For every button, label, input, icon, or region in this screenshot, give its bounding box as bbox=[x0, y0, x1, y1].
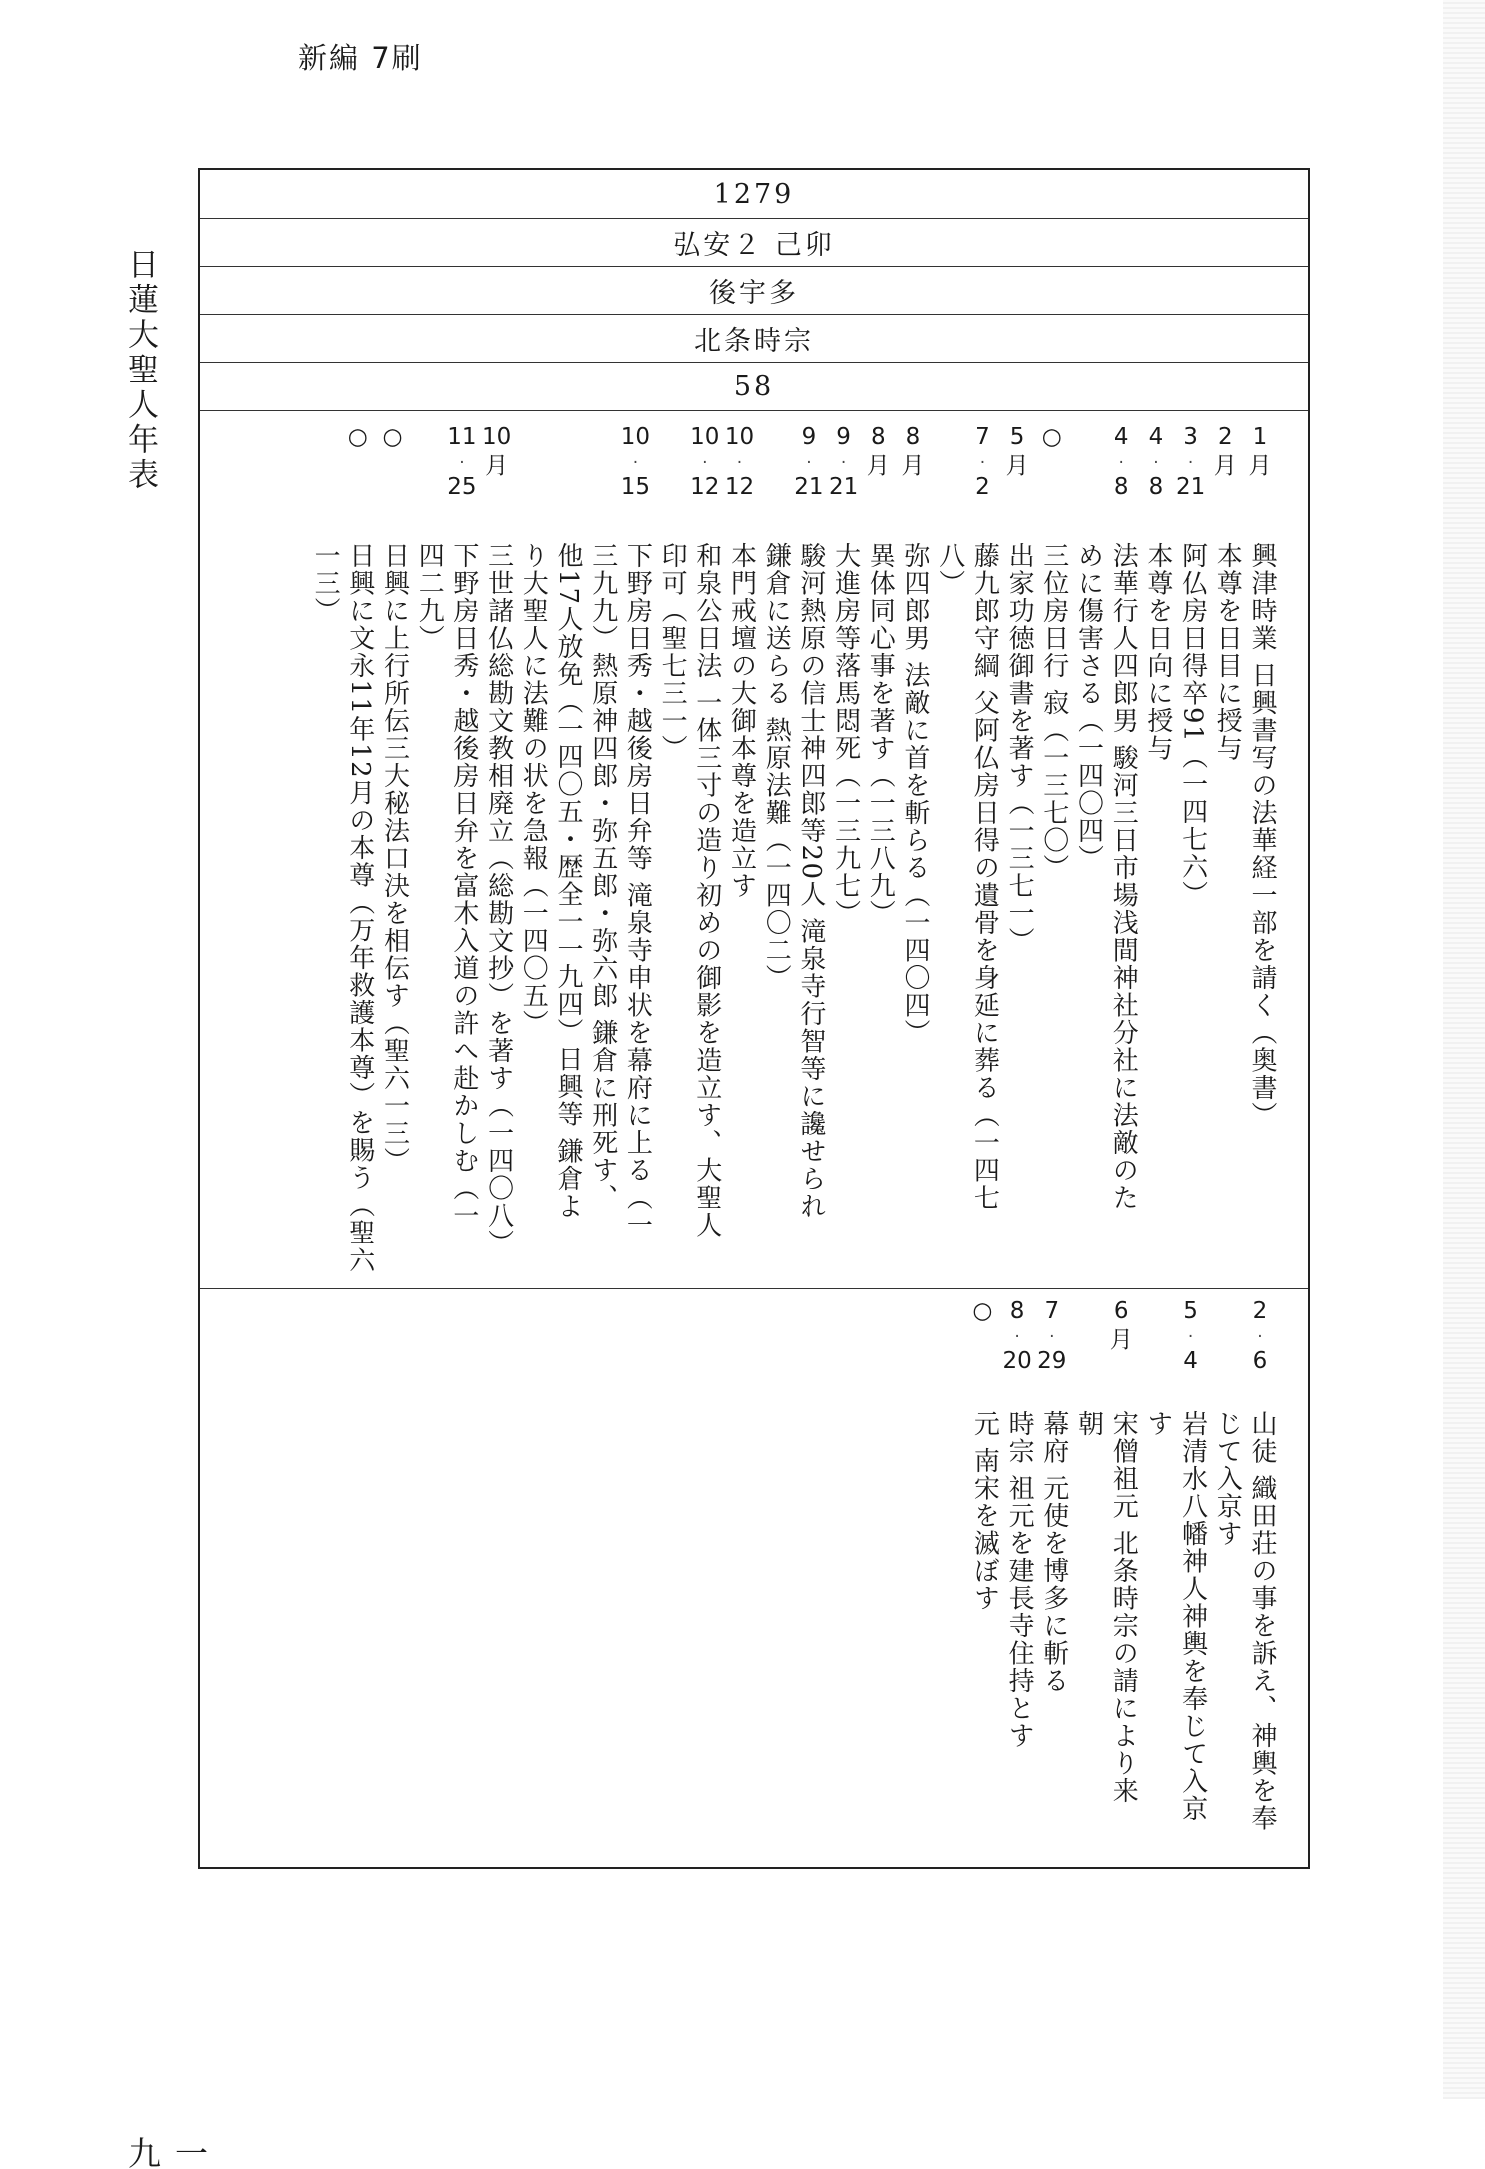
world_entries-text: 朝 bbox=[1073, 1410, 1104, 1438]
world_entries-date bbox=[962, 1300, 1002, 1329]
world_entries-date-part: 5 bbox=[1183, 1298, 1198, 1324]
side-title: 日蓮大聖人年表 bbox=[122, 248, 158, 493]
daishonin_entries-text: 三九九）熱原神四郎・弥五郎・弥六郎 鎌倉に刑死す、 bbox=[587, 542, 618, 1212]
daishonin_entries-text: 弥四郎男 法敵に首を斬らる（一四〇四） bbox=[900, 542, 930, 1047]
daishonin_entries-date-part: · bbox=[736, 453, 743, 473]
daishonin_entries-date-part: · bbox=[979, 453, 986, 473]
daishonin_entries-date bbox=[720, 426, 760, 505]
daishonin_entries-date bbox=[338, 426, 378, 455]
western-year: 1279 bbox=[713, 178, 795, 210]
world_entries-date-part: 4 bbox=[1183, 1348, 1198, 1374]
chronology-table bbox=[198, 168, 1310, 1869]
daishonin_entries-date-part: 月 bbox=[1005, 453, 1029, 479]
daishonin_entries-text: 大進房等落馬悶死（一三九七） bbox=[830, 542, 861, 927]
western-year-row bbox=[200, 170, 1308, 219]
daishonin_entries-date-part: 5 bbox=[1009, 424, 1025, 450]
daishonin_entries-text: 一三） bbox=[310, 542, 341, 625]
daishonin_entries-text: 三位房日行 寂（一三七〇） bbox=[1038, 542, 1069, 882]
world_entries-date-part: · bbox=[1187, 1327, 1194, 1347]
daishonin_entries-date-part: 10 bbox=[481, 424, 512, 450]
world_entries-date-part: 8 bbox=[1009, 1298, 1025, 1324]
scan-edge-speckle bbox=[1443, 0, 1485, 2099]
daishonin_entries-date-part: 月 bbox=[485, 453, 509, 479]
era-year-row bbox=[200, 218, 1308, 267]
daishonin_entries-date-part: · bbox=[459, 453, 465, 473]
daishonin_entries-text: 和泉公日法 一体三寸の造り初めの御影を造立す、大聖人 bbox=[691, 542, 722, 1240]
daishonin_entries-date-part: 2 bbox=[975, 474, 990, 500]
daishonin_entries-date bbox=[373, 426, 413, 455]
daishonin_entries-date bbox=[685, 426, 725, 505]
daishonin_entries-date-part: · bbox=[840, 453, 847, 473]
world_entries-date-part: · bbox=[1014, 1327, 1020, 1347]
daishonin_entries-date-part: 7 bbox=[975, 424, 990, 450]
daishonin_entries-date bbox=[615, 426, 655, 505]
daishonin_entries-date-part: 9 bbox=[836, 424, 851, 450]
world_entries-date-part: 29 bbox=[1037, 1348, 1067, 1374]
daishonin_entries-date-part: 12 bbox=[724, 474, 755, 500]
world_entries-text: 宋僧祖元 北条時宗の請により来 bbox=[1108, 1410, 1139, 1805]
daishonin_entries-date bbox=[789, 426, 829, 505]
daishonin_entries-date-part: · bbox=[1187, 453, 1194, 473]
world_entries-date bbox=[1171, 1300, 1211, 1379]
daishonin_entries-text: 日興に上行所伝三大秘法口決を相伝す（聖六一三） bbox=[379, 542, 410, 1175]
world_entries-date-part: 7 bbox=[1044, 1298, 1060, 1324]
daishonin_entries-date bbox=[1205, 426, 1245, 484]
daishonin_entries-date bbox=[1032, 426, 1072, 455]
world_entries-date-part: ○ bbox=[972, 1298, 993, 1324]
page-number: 一九 bbox=[123, 2136, 209, 2169]
emperor-row bbox=[200, 266, 1308, 315]
daishonin_entries-date bbox=[893, 426, 933, 484]
world_entries-date-part: · bbox=[1257, 1327, 1263, 1347]
emperor: 後宇多 bbox=[709, 277, 799, 309]
daishonin_entries-date-part: 10 bbox=[620, 424, 651, 450]
world_entries-text: す bbox=[1142, 1410, 1173, 1438]
world_entries-date bbox=[1101, 1300, 1141, 1358]
daishonin_entries-text: 出家功徳御書を著す（一三七一） bbox=[1004, 542, 1035, 955]
daishonin_entries-text: 本門戒壇の大御本尊を造立す bbox=[726, 542, 757, 900]
daishonin_entries-date-part: 9 bbox=[801, 424, 817, 450]
daishonin_entries-date bbox=[1240, 426, 1280, 484]
daishonin_entries-date-part: 15 bbox=[620, 474, 651, 500]
daishonin_entries-date-part: 3 bbox=[1183, 424, 1198, 450]
daishonin_entries-date-part: 21 bbox=[1175, 474, 1206, 500]
daishonin_entries-date-part: 10 bbox=[724, 424, 755, 450]
daishonin_entries-date-part: 10 bbox=[690, 424, 720, 450]
daishonin_entries-text: 阿仏房日得卒91（一四七六） bbox=[1177, 542, 1208, 909]
daishonin_entries-date bbox=[997, 426, 1037, 484]
daishonin_entries-date-part: 11 bbox=[447, 424, 477, 450]
world_entries-text: 岩清水八幡神人神輿を奉じて入京 bbox=[1177, 1410, 1208, 1823]
daishonin_entries-text: 駿河熱原の信士神四郎等20人 滝泉寺行智等に讒せられ bbox=[795, 542, 826, 1221]
world_entries-date bbox=[997, 1300, 1037, 1379]
world_entries-date bbox=[1032, 1300, 1072, 1379]
daishonin_entries-text: めに傷害さる（一四〇四） bbox=[1073, 542, 1104, 872]
daishonin_entries-text: 本尊を日目に授与 bbox=[1212, 542, 1243, 762]
daishonin_entries-text: 下野房日秀・越後房日弁等 滝泉寺申状を幕府に上る（一 bbox=[622, 542, 653, 1240]
daishonin_entries-date-part: 月 bbox=[866, 453, 890, 479]
daishonin_entries-date-part: 21 bbox=[794, 474, 824, 500]
daishonin_entries-date-part: · bbox=[1153, 453, 1159, 473]
daishonin_entries-date-part: ○ bbox=[347, 424, 368, 450]
daishonin_entries-text: り大聖人に法難の状を急報（一四〇五） bbox=[518, 542, 549, 1037]
daishonin_entries-date-part: 8 bbox=[1113, 474, 1129, 500]
world_entries-date-part: 6 bbox=[1113, 1298, 1129, 1324]
daishonin_entries-text: 下野房日秀・越後房日弁を富木入道の許へ赴かしむ（一 bbox=[448, 542, 479, 1230]
daishonin_entries-text: 藤九郎守綱 父阿仏房日得の遺骨を身延に葬る（一四七 bbox=[969, 542, 1000, 1212]
daishonin_entries-date-part: · bbox=[632, 453, 639, 473]
world_entries-text: 元 南宋を滅ぼす bbox=[969, 1410, 1000, 1613]
daishonin_entries-date bbox=[824, 426, 864, 505]
daishonin_entries-date-part: 8 bbox=[905, 424, 921, 450]
daishonin_entries-date-part: 月 bbox=[1248, 453, 1272, 479]
regent: 北条時宗 bbox=[694, 325, 814, 357]
daishonin_entries-date-part: ○ bbox=[1041, 424, 1062, 450]
world_entries-text: 時宗 祖元を建長寺住持とす bbox=[1004, 1410, 1035, 1750]
daishonin_entries-date-part: ○ bbox=[382, 424, 403, 450]
daishonin_entries-text: 他17人放免（一四〇五・歴全一一九四）日興等 鎌倉よ bbox=[553, 542, 583, 1221]
age: 58 bbox=[733, 370, 775, 402]
world_entries-date-part: · bbox=[1049, 1327, 1055, 1347]
daishonin_entries-date-part: · bbox=[1118, 453, 1124, 473]
edition-label: 新編 7刷 bbox=[298, 41, 423, 75]
daishonin_entries-text: 八） bbox=[934, 542, 965, 597]
daishonin_entries-date-part: 4 bbox=[1148, 424, 1164, 450]
daishonin_entries-date bbox=[962, 426, 1002, 505]
age-row bbox=[200, 362, 1308, 411]
daishonin_entries-date-part: 12 bbox=[690, 474, 720, 500]
daishonin_entries-text: 鎌倉に送らる 熱原法難（一四〇二） bbox=[761, 542, 792, 992]
world_entries-date bbox=[1240, 1300, 1280, 1379]
world_entries-date-part: 2 bbox=[1252, 1298, 1268, 1324]
daishonin_entries-date-part: 25 bbox=[447, 474, 477, 500]
daishonin_entries-date-part: · bbox=[806, 453, 812, 473]
daishonin_entries-date bbox=[1171, 426, 1211, 505]
world_entries-date-part: 月 bbox=[1109, 1327, 1133, 1353]
world_entries-text: 幕府 元使を博多に斬る bbox=[1038, 1410, 1069, 1695]
daishonin_entries-date bbox=[442, 426, 482, 505]
world_entries-date-part: 20 bbox=[1002, 1348, 1032, 1374]
section-divider bbox=[200, 1288, 1308, 1289]
daishonin_entries-date-part: 21 bbox=[828, 474, 859, 500]
daishonin_entries-text: 三世諸仏総勘文教相廃立（総勘文抄）を著す（一四〇八） bbox=[483, 542, 514, 1257]
daishonin_entries-date bbox=[1101, 426, 1141, 505]
world_entries-text: 山徒 織田荘の事を訴え、神輿を奉 bbox=[1247, 1410, 1277, 1833]
daishonin_entries-text: 本尊を日向に授与 bbox=[1142, 542, 1173, 762]
world_entries-text: じて入京す bbox=[1212, 1410, 1243, 1548]
daishonin_entries-date-part: 1 bbox=[1252, 424, 1268, 450]
daishonin_entries-date-part: 8 bbox=[1148, 474, 1164, 500]
daishonin_entries-text: 興津時業 日興書写の法華経一部を請く（奥書） bbox=[1247, 542, 1277, 1130]
daishonin_entries-date-part: 4 bbox=[1113, 424, 1129, 450]
daishonin_entries-text: 異体同心事を著す（一三八九） bbox=[865, 542, 896, 927]
daishonin_entries-date bbox=[1136, 426, 1176, 505]
daishonin_entries-date bbox=[477, 426, 517, 484]
daishonin_entries-date-part: 月 bbox=[901, 453, 925, 479]
daishonin_entries-date-part: 月 bbox=[1213, 453, 1237, 479]
daishonin_entries-date-part: 8 bbox=[870, 424, 886, 450]
daishonin_entries-date-part: 2 bbox=[1217, 424, 1233, 450]
world_entries-date-part: 6 bbox=[1252, 1348, 1268, 1374]
daishonin_entries-text: 法華行人四郎男 駿河三日市場浅間神社分社に法敵のた bbox=[1108, 542, 1139, 1212]
daishonin_entries-text: 印可（聖七三一） bbox=[657, 542, 688, 762]
regent-row bbox=[200, 314, 1308, 363]
era-year: 弘安２ 己卯 bbox=[673, 229, 835, 261]
daishonin_entries-text: 日興に文永11年12月の本尊（万年救護本尊）を賜う（聖六 bbox=[344, 542, 375, 1275]
daishonin_entries-date bbox=[858, 426, 898, 484]
daishonin_entries-date-part: · bbox=[702, 453, 708, 473]
daishonin_entries-text: 四二九） bbox=[414, 542, 445, 652]
